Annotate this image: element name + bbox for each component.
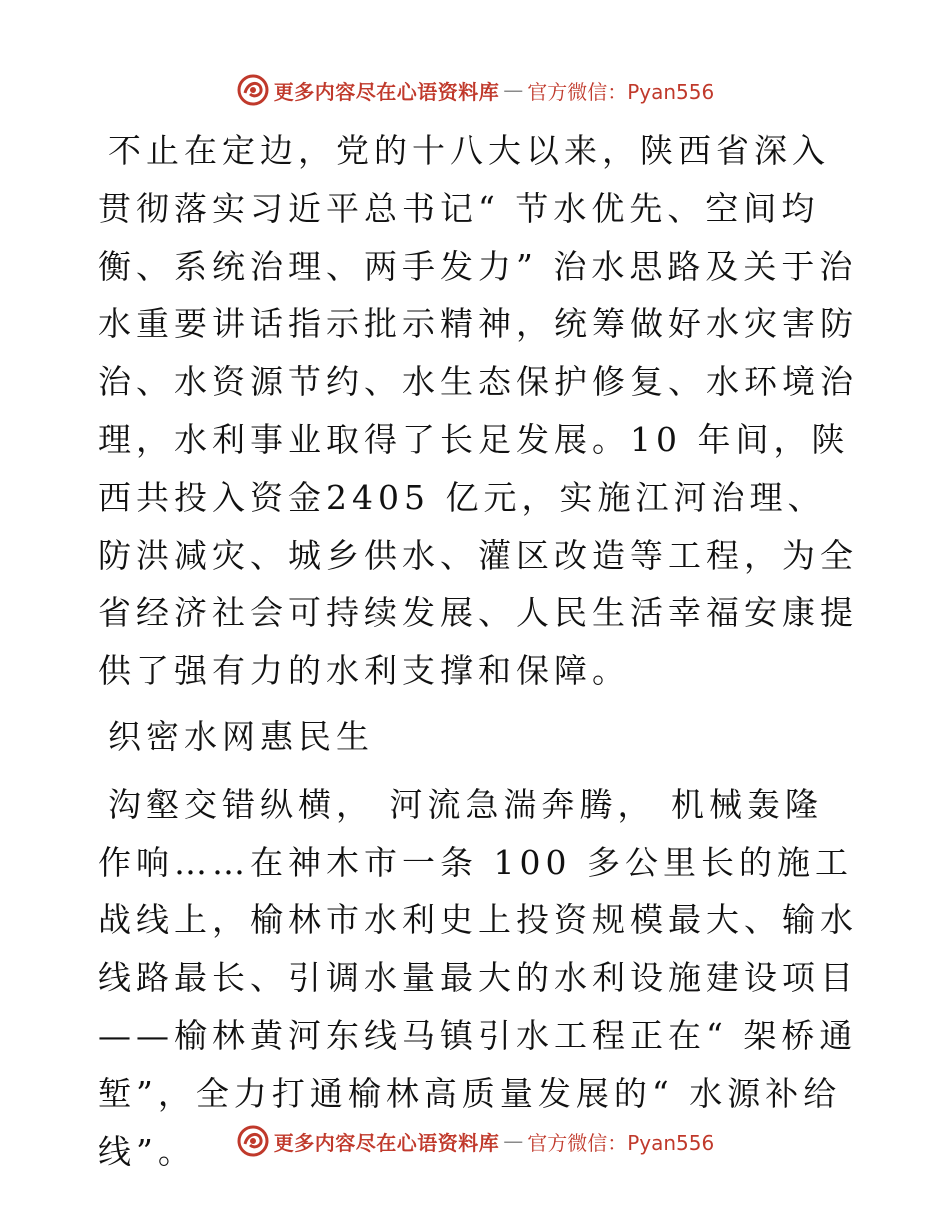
section-heading: 织密水网惠民生: [108, 716, 374, 756]
document-body: [98, 122, 858, 1180]
body-paragraph-1: 不止在定边，党的十八大以来，陕西省深入贯彻落实习近平总书记“ 节水优先、空间均衡、系统治理、两手发力” 治水思路及关于治水重要讲话指示批示精神，统筹做好水灾害防治、水资源节约、水生态保护修复、水环境治理，水利事业取得了长足发展。10 年间，陕西共投入资金2405 亿元，实施江河治理、防洪减灾、城乡供水、灌区改造等工程，为全省经济社会可持续发展、人民生活幸福安康提供了强有力的水利支撑和保障。: [98, 131, 858, 691]
watermark-text: 更多内容尽在心语资料库: [273, 1130, 500, 1155]
watermark-dash: —: [503, 78, 524, 102]
red-swirl-logo-icon: [236, 1124, 270, 1158]
watermark-contact: 官方微信：Pyan556: [527, 1130, 715, 1155]
body-paragraph-2: 沟壑交错纵横， 河流急湍奔腾， 机械轰隆作响……在神木市一条 100 多公里长的施工战线上，榆林市水利史上投资规模最大、输水线路最长、引调水量最大的水利设施建设项目——榆林黄河东线马镇引水工程正在“ 架桥通堑”，全力打通榆林高质量发展的“ 水源补给线”。: [98, 784, 858, 1171]
watermark-dash: —: [503, 1129, 524, 1153]
header-watermark-banner: [0, 72, 950, 108]
watermark-text: 更多内容尽在心语资料库: [273, 79, 500, 104]
watermark-contact: 官方微信：Pyan556: [527, 79, 715, 104]
footer-watermark-banner: [0, 1123, 950, 1159]
red-swirl-logo-icon: [236, 73, 270, 107]
